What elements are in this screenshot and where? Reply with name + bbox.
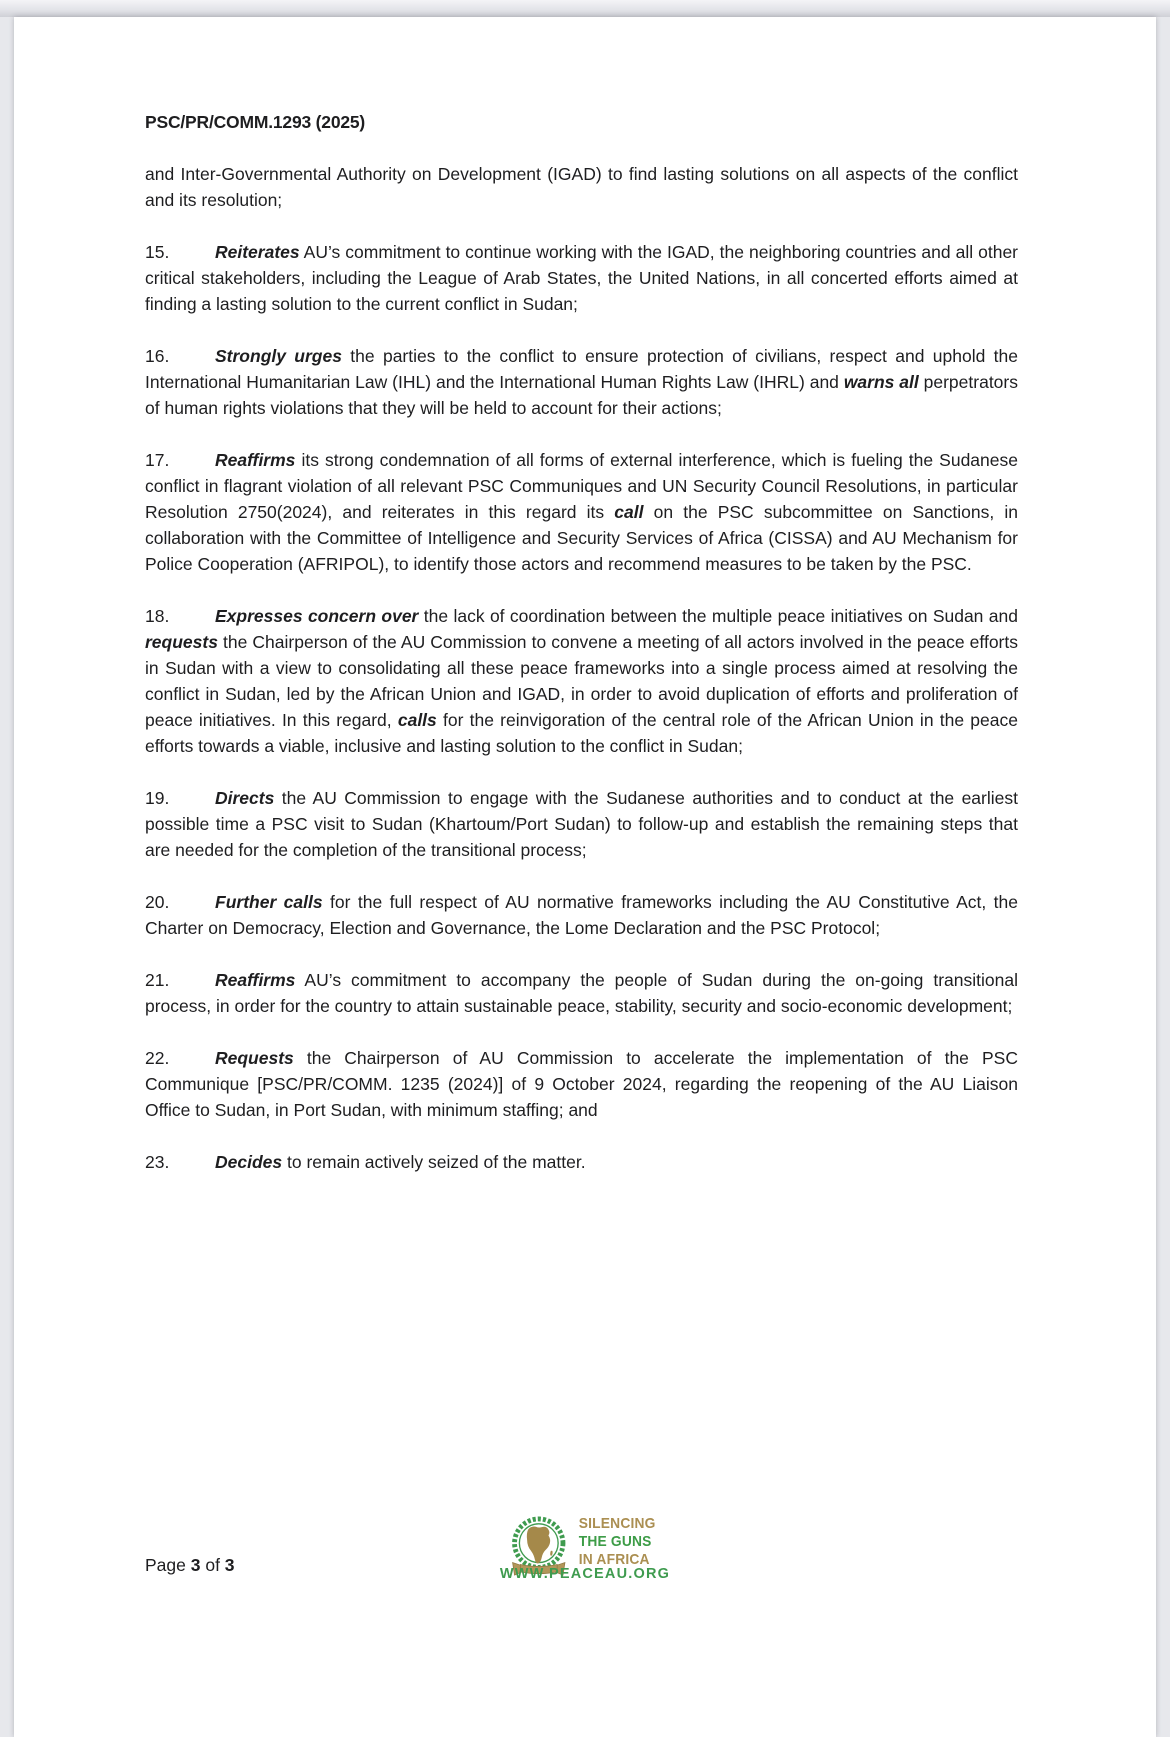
- text-run: Expresses concern over: [215, 606, 419, 626]
- text-run: Directs: [215, 788, 275, 808]
- text-run: the parties to the conflict to ensure protection of civilians, respect and uphold the International Humanitarian Law (IHL) and the International Human Rights Law (IHRL) and: [145, 346, 1018, 392]
- text-run: for the full respect of AU normative frameworks including the AU Constitutive Act, the Charter on Democracy, Election and Governance, the Lome Declaration and the PSC Protocol;: [145, 892, 1018, 938]
- logo-text: [579, 1515, 656, 1569]
- text-run: AU’s commitment to continue working with the IGAD, the neighboring countries and all other critical stakeholders, including the League of Arab States, the United Nations, in all concerted efforts aimed at finding a lasting solution to the current conflict in Sudan;: [145, 242, 1018, 314]
- text-run: Page: [145, 1555, 191, 1575]
- document-content: [145, 109, 1018, 1201]
- text-run: calls: [397, 710, 437, 730]
- text-run: Strongly urges: [215, 346, 342, 366]
- document-reference: PSC/PR/COMM.1293 (2025): [145, 112, 366, 132]
- text-run: perpetrators of human rights violations that they will be held to account for their actions;: [145, 372, 1018, 418]
- text-run: the Chairperson of AU Commission to accelerate the implementation of the PSC Communique [PSC/PR/COMM. 1235 (2024)] of 9 October 2024, regarding the reopening of the AU Liaison Office to Sudan, in Port Sudan, with minimum staffing; and: [145, 1048, 1018, 1120]
- paragraph-number: 23.: [145, 1152, 170, 1172]
- text-run: 3: [190, 1555, 201, 1575]
- text-run: 3: [224, 1555, 235, 1575]
- paragraph-number: 17.: [145, 450, 170, 470]
- paragraph-20: [145, 889, 1018, 941]
- logo-line-1: SILENCING: [578, 1515, 656, 1532]
- text-run: Reaffirms: [215, 970, 296, 990]
- paragraph-18: [145, 603, 1018, 759]
- text-run: Reaffirms: [215, 450, 296, 470]
- paragraph-intro: [145, 161, 1018, 213]
- paragraph-19: [145, 785, 1018, 863]
- paragraph-23: [145, 1149, 1018, 1175]
- paragraph-22: [145, 1045, 1018, 1123]
- paragraph-number: 18.: [145, 606, 170, 626]
- document-page: [14, 17, 1156, 1737]
- text-run: its strong condemnation of all forms of external interference, which is fueling the Sudanese conflict in flagrant violation of all relevant PSC Communiques and UN Security Council Resolutions, in particular Resolution 2750(2024), and reiterates in this regard its: [145, 450, 1018, 522]
- paragraph-17: [145, 447, 1018, 577]
- paragraph-16: [145, 343, 1018, 421]
- text-run: for the reinvigoration of the central role of the African Union in the peace efforts towards a viable, inclusive and lasting solution to the conflict in Sudan;: [145, 710, 1018, 756]
- viewer-top-edge: [0, 0, 1170, 17]
- logo-website-url: WWW.PEACEAU.ORG: [499, 1566, 671, 1582]
- text-run: of: [200, 1555, 225, 1575]
- paragraph-21: [145, 967, 1018, 1019]
- paragraph-number: 22.: [145, 1048, 170, 1068]
- logo-line-3: IN AFRICA: [578, 1551, 650, 1568]
- paragraph-number: 16.: [145, 346, 170, 366]
- paragraph-number: 19.: [145, 788, 170, 808]
- text-run: call: [614, 502, 644, 522]
- text-run: Requests: [215, 1048, 294, 1068]
- text-run: the lack of coordination between the multiple peace initiatives on Sudan and: [418, 606, 1018, 626]
- text-run: Further calls: [215, 892, 323, 912]
- text-run: AU’s commitment to accompany the people of Sudan during the on-going transitional process, in order for the country to attain sustainable peace, stability, security and socio-economic development;: [145, 970, 1018, 1016]
- logo-line-2: THE GUNS: [578, 1533, 652, 1550]
- paragraph-number: 20.: [145, 892, 170, 912]
- text-run: and Inter-Governmental Authority on Development (IGAD) to find lasting solutions on all aspects of the conflict and its resolution;: [145, 164, 1018, 210]
- paragraph-15: [145, 239, 1018, 317]
- text-run: the Chairperson of the AU Commission to convene a meeting of all actors involved in the peace efforts in Sudan with a view to consolidating all these peace frameworks into a single process aimed at resolving the conflict in Sudan, led by the African Union and IGAD, in order to avoid duplication of efforts and proliferation of peace initiatives. In this regard,: [145, 632, 1018, 730]
- paragraph-number: 15.: [145, 242, 170, 262]
- text-run: warns all: [843, 372, 919, 392]
- text-run: requests: [145, 632, 218, 652]
- text-run: Decides: [215, 1152, 283, 1172]
- paragraph-number: 21.: [145, 970, 170, 990]
- paragraph-list: [145, 161, 1018, 1175]
- text-run: the AU Commission to engage with the Sudanese authorities and to conduct at the earliest possible time a PSC visit to Sudan (Khartoum/Port Sudan) to follow-up and establish the remaining steps that are needed for the completion of the transitional process;: [145, 788, 1018, 860]
- text-run: on the PSC subcommittee on Sanctions, in collaboration with the Committee of Intelligence and Security Services of Africa (CISSA) and AU Mechanism for Police Cooperation (AFRIPOL), to identify those actors and recommend measures to be taken by the PSC.: [145, 502, 1018, 574]
- text-run: to remain actively seized of the matter.: [282, 1152, 586, 1172]
- text-run: Reiterates: [215, 242, 300, 262]
